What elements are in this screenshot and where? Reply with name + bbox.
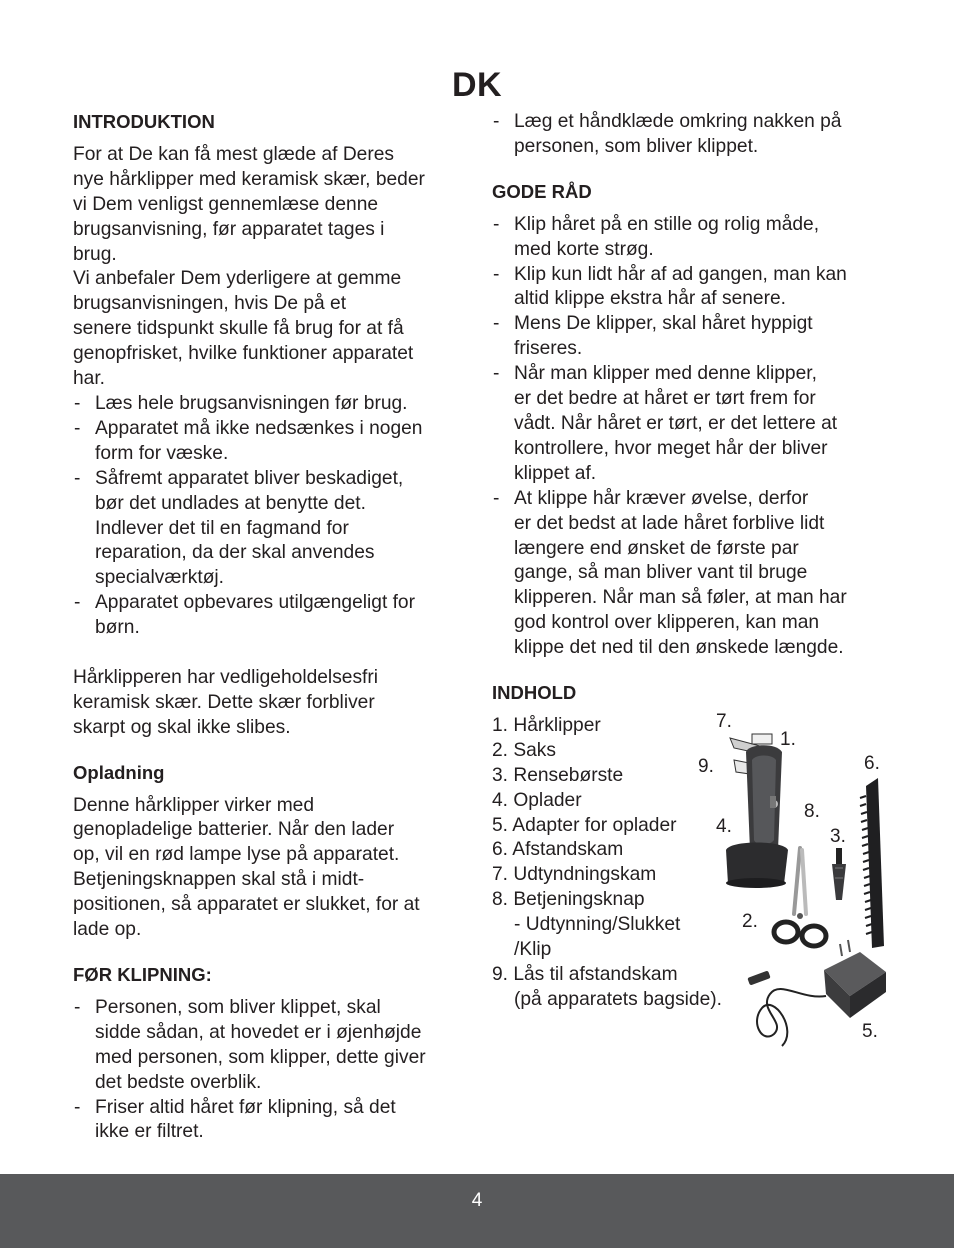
bullet-line: ikke er filtret. [95, 1121, 204, 1143]
text-line: For at De kan få mest glæde af Deres [73, 143, 394, 165]
text-line: brugsanvisning, før apparatet tages i [73, 218, 385, 240]
bullet-item [492, 312, 892, 362]
bullet-item [492, 263, 892, 313]
contents-item: 1. Hårklipper [492, 714, 601, 736]
before-cutting-heading: FØR KLIPNING: [73, 963, 212, 985]
bullet-item [492, 362, 892, 487]
bullet-line: - Personen, som bliver klippet, skal [95, 996, 381, 1018]
tips-heading: GODE RÅD [492, 180, 592, 202]
bullet-line: - At klippe hår kræver øvelse, derfor [514, 487, 809, 509]
contents-item: 5. Adapter for oplader [492, 814, 677, 836]
intro-paragraph-2 [73, 267, 465, 392]
bullet-item [73, 1096, 465, 1146]
bullet-item [492, 213, 892, 263]
figure-callout-7: 7. [716, 711, 732, 732]
bullet-line: gange, så man bliver vant til bruge [514, 562, 808, 584]
text-line: brugsanvisningen, hvis De på et [73, 293, 347, 315]
contents-item: (på apparatets bagside). [514, 988, 722, 1010]
bullet-line: personen, som bliver klippet. [514, 135, 759, 157]
bullet-item [492, 487, 892, 661]
contents-item: 2. Saks [492, 739, 556, 761]
charging-heading: Opladning [73, 761, 165, 783]
intro-bullet-list [73, 392, 465, 641]
bullet-line: reparation, da der skal anvendes [95, 542, 375, 564]
adapter-icon [824, 940, 886, 1018]
text-line: op, vil en rød lampe lyse på apparatet. [73, 844, 400, 866]
charging-paragraph [73, 794, 465, 943]
bullet-line: klipperen. Når man så føler, at man har [514, 587, 847, 609]
bullet-item [73, 392, 465, 417]
bullet-line: form for væske. [95, 442, 229, 464]
bullet-line: bør det undlades at benytte det. [95, 492, 366, 514]
clipper-icon [746, 734, 782, 859]
bullet-line: med korte strøg. [514, 238, 654, 260]
bullet-line: god kontrol over klipperen, kan man [514, 612, 820, 634]
bullet-line: med personen, som klipper, dette giver [95, 1046, 426, 1068]
bullet-line: er det bedst at lade håret forblive lidt [514, 512, 825, 534]
bullet-line: - Apparatet opbevares utilgængeligt for [95, 592, 415, 614]
contents-heading: INDHOLD [492, 682, 577, 704]
bullet-line: - Klip kun lidt hår af ad gangen, man kan [514, 263, 847, 285]
bullet-line: friseres. [514, 338, 583, 360]
bullet-item [73, 467, 465, 592]
text-line: nye hårklipper med keramisk skær, beder [73, 168, 425, 190]
bullet-line: altid klippe ekstra hår af senere. [514, 288, 786, 310]
figure-callout-1: 1. [780, 729, 796, 750]
figure-callout-2: 2. [742, 911, 758, 932]
towel-bullet-list [492, 110, 892, 160]
contents-item: 3. Rensebørste [492, 764, 624, 786]
bullet-line: klippe det ned til den ønskede længde. [514, 637, 844, 659]
contents-item: 4. Oplader [492, 789, 582, 811]
bullet-line: børn. [95, 617, 140, 639]
intro-heading: INTRODUKTION [73, 111, 215, 132]
contents-item: 7. Udtyndningskam [492, 864, 657, 886]
text-line: lade op. [73, 919, 142, 941]
text-line: genopfrisket, hvilke funktioner apparatet [73, 343, 414, 365]
text-line: Vi anbefaler Dem yderligere at gemme [73, 268, 402, 290]
before-cutting-list [73, 996, 465, 1145]
bullet-line: - Apparatet må ikke nedsænkes i nogen [95, 417, 423, 439]
page-number: 4 [471, 1190, 483, 1211]
spacer-comb-icon [860, 778, 884, 948]
intro-paragraph-1 [73, 143, 465, 268]
text-line: Hårklipperen har vedligeholdelsesfri [73, 666, 379, 688]
text-line: Betjeningsknappen skal stå i midt- [73, 869, 365, 891]
text-line: positionen, så apparatet er slukket, for at [73, 894, 420, 916]
figure-callout-5: 5. [862, 1021, 878, 1042]
text-line: senere tidspunkt skulle få brug for at få [73, 318, 404, 340]
figure-callout-9: 9. [698, 756, 714, 777]
page-title: DK [451, 66, 503, 104]
figure-callout-8: 8. [804, 801, 820, 822]
text-line: brug. [73, 243, 117, 265]
text-line: har. [73, 368, 106, 390]
cleaning-brush-icon [832, 848, 846, 900]
bullet-line: Indlever det til en fagmand for [95, 517, 349, 539]
bullet-line: - Læg et håndklæde omkring nakken på [514, 111, 842, 132]
left-column [73, 110, 465, 1145]
intro-paragraph-3 [73, 666, 465, 741]
contents-item: - Udtynning/Slukket [514, 914, 681, 936]
bullet-line: - Læs hele brugsanvisningen før brug. [95, 392, 408, 414]
text-line: skarpt og skal ikke slibes. [73, 716, 291, 738]
bullet-line: - Klip håret på en stille og rolig måde, [514, 213, 820, 235]
charger-stand-icon [726, 843, 788, 889]
contents-item: 8. Betjeningsknap [492, 889, 645, 911]
text-line: Denne hårklipper virker med [73, 794, 315, 816]
bullet-line: vådt. Når håret er tørt, er det lettere at [514, 412, 838, 434]
text-line: vi Dem venligst gennemlæse denne [73, 193, 379, 215]
bullet-line: er det bedre at håret er tørt frem for [514, 388, 816, 410]
contents-item: 9. Lås til afstandskam [492, 964, 678, 985]
bullet-item [73, 417, 465, 467]
bullet-line: - Mens De klipper, skal håret hyppigt [514, 313, 813, 335]
figure-callout-3: 3. [830, 826, 846, 847]
tips-list [492, 213, 892, 661]
bullet-line: det bedste overblik. [95, 1071, 262, 1093]
bullet-item [73, 591, 465, 641]
contents-item: /Klip [514, 939, 552, 961]
figure-callout-4: 4. [716, 816, 732, 837]
bullet-line: - Såfremt apparatet bliver beskadiget, [95, 467, 404, 489]
power-cord-icon [747, 970, 826, 1046]
bullet-line: sidde sådan, at hovedet er i øjenhøjde [95, 1021, 422, 1043]
figure-callout-6: 6. [864, 753, 880, 774]
bullet-line: specialværktøj. [95, 567, 225, 589]
bullet-item [492, 110, 892, 160]
text-line: genopladelige batterier. Når den lader [73, 819, 395, 841]
contents-item: 6. Afstandskam [492, 839, 624, 861]
bullet-line: klippet af. [514, 462, 597, 484]
text-line: keramisk skær. Dette skær forbliver [73, 691, 375, 713]
bullet-item [73, 996, 465, 1096]
product-figure [690, 700, 910, 1060]
bullet-line: - Når man klipper med denne klipper, [514, 363, 817, 385]
bullet-line: kontrollere, hvor meget hår der bliver [514, 437, 828, 459]
bullet-line: længere end ønsket de første par [514, 537, 799, 559]
bullet-line: - Friser altid håret før klipning, så det [95, 1096, 396, 1118]
